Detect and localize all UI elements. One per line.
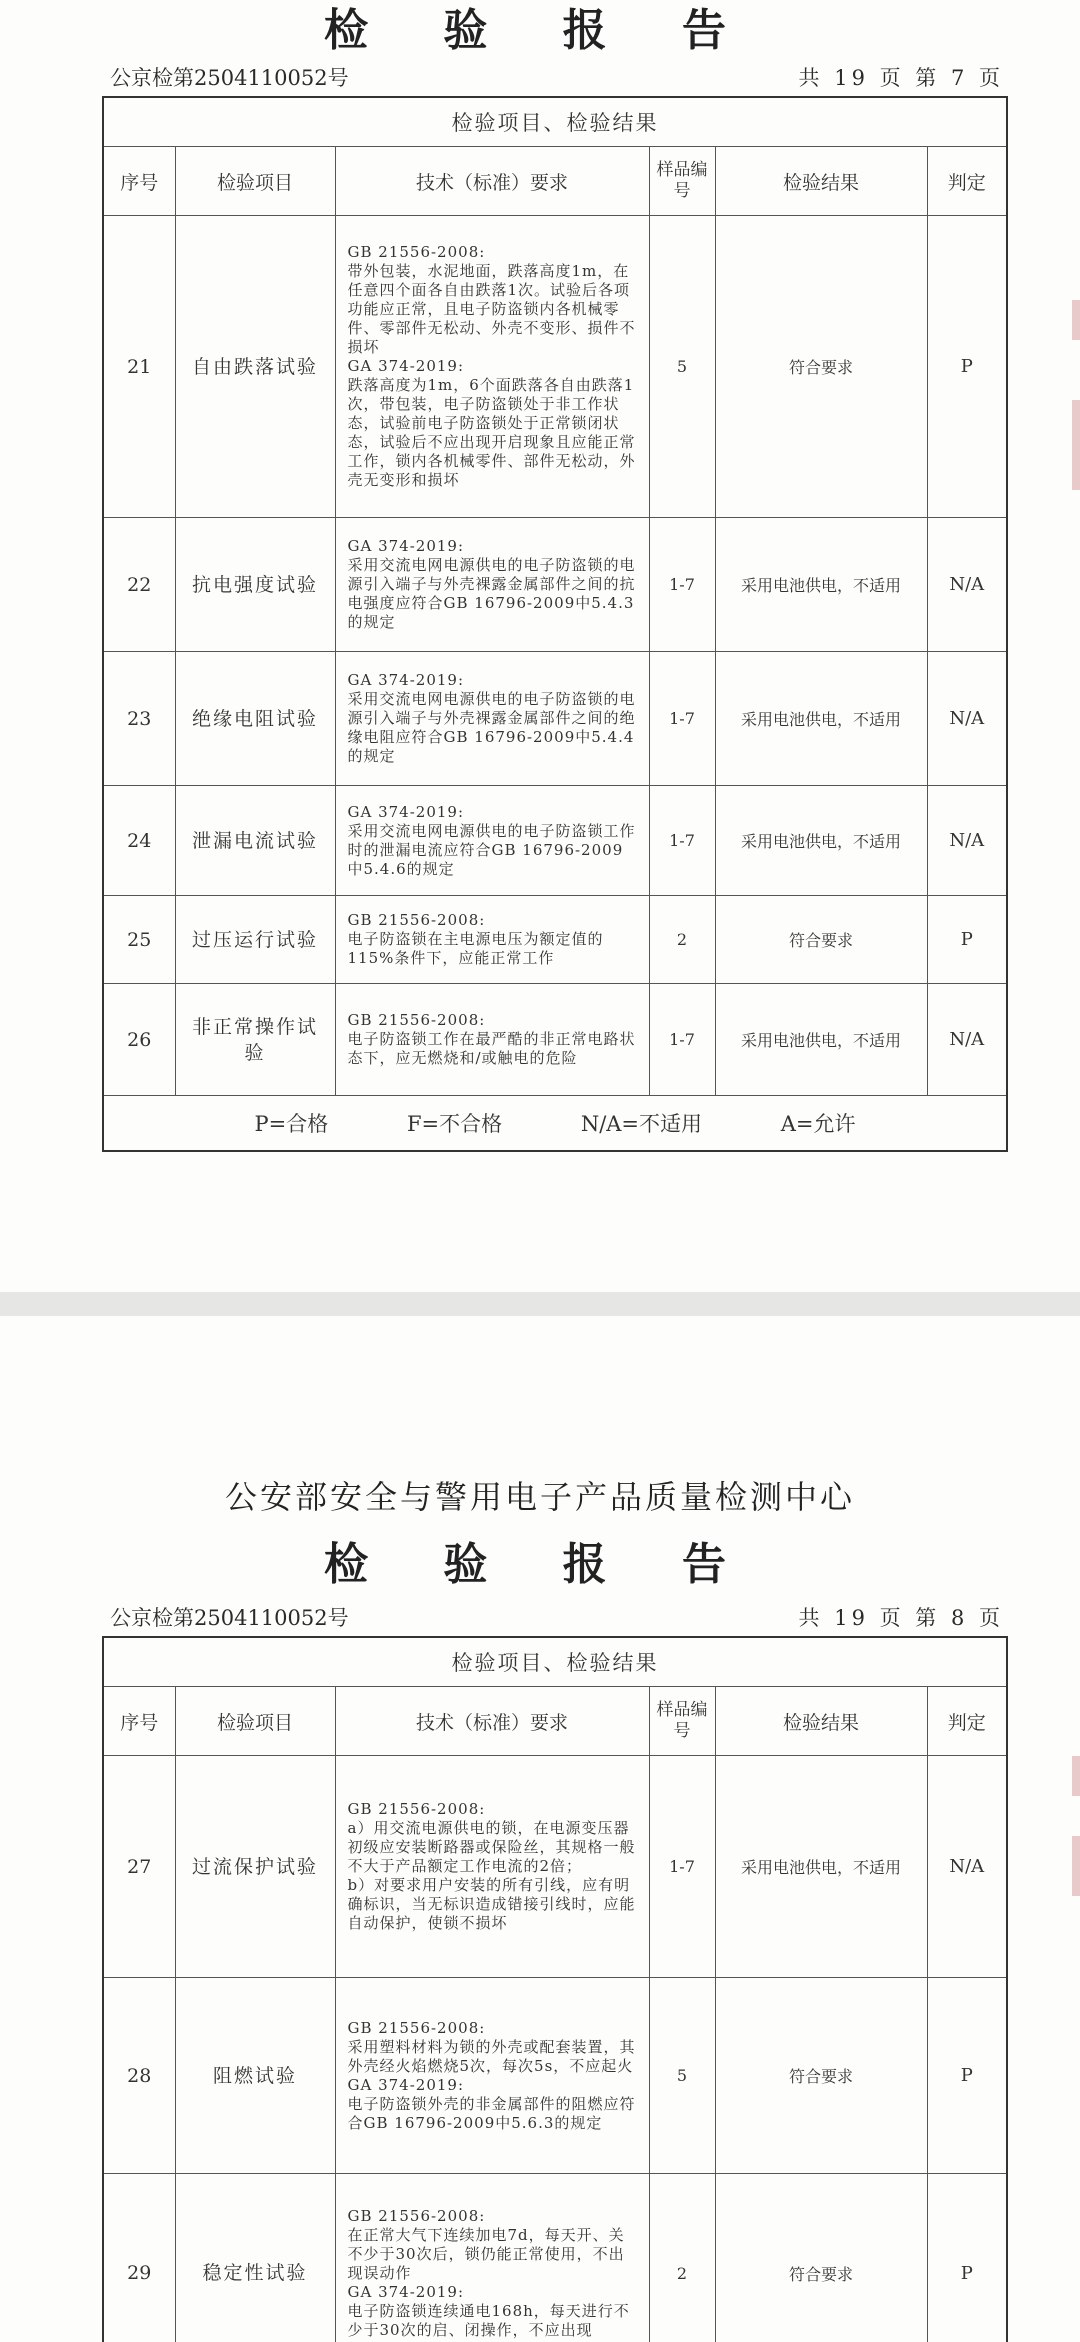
header-result: 检验结果 (715, 147, 927, 216)
row-result: 符合要求 (715, 1978, 927, 2174)
table-row (103, 984, 1007, 1096)
row-no: 27 (103, 1756, 175, 1978)
row-requirement: GB 21556-2008: 电子防盗锁工作在最严酷的非正常电路状态下，应无燃烧和/或触电的危险 (335, 984, 649, 1096)
header-sample: 样品编号 (649, 1687, 715, 1756)
section-title: 检验项目、检验结果 (103, 97, 1007, 147)
row-requirement: GA 374-2019: 采用交流电网电源供电的电子防盗锁的电源引入端子与外壳裸露金属部件之间的抗电强度应符合GB 16796-2009中5.4.3的规定 (335, 518, 649, 652)
report-number: 公京检第2504110052号 (110, 66, 349, 90)
legend (103, 1096, 1007, 1152)
table-row (103, 896, 1007, 984)
section-title: 检验项目、检验结果 (103, 1637, 1007, 1687)
page-info: 共 19 页 第 7 页 (798, 66, 1004, 90)
header-item: 检验项目 (175, 1687, 335, 1756)
legend-fail: F=不合格 (406, 1112, 503, 1136)
row-result: 符合要求 (715, 216, 927, 518)
row-sample: 1-7 (649, 518, 715, 652)
row-sample: 5 (649, 216, 715, 518)
row-result: 采用电池供电，不适用 (715, 984, 927, 1096)
header-no: 序号 (103, 1687, 175, 1756)
row-requirement: GB 21556-2008: 采用塑料材料为锁的外壳或配套装置，其外壳经火焰燃烧5次，每次5s，不应起火 GA 374-2019: 电子防盗锁外壳的非金属部件的阻燃应符合GB 16796-2009中5.6.3的规定 (335, 1978, 649, 2174)
legend-row (103, 1096, 1007, 1152)
organization-title: 公安部安全与警用电子产品质量检测中心 (224, 1478, 855, 1516)
legend-na: N/A=不适用 (580, 1112, 703, 1136)
row-sample: 1-7 (649, 786, 715, 896)
row-judge: N/A (927, 1756, 1007, 1978)
row-judge: N/A (927, 518, 1007, 652)
row-sample: 1-7 (649, 652, 715, 786)
header-req: 技术（标准）要求 (335, 1687, 649, 1756)
table-row (103, 1756, 1007, 1978)
row-no: 23 (103, 652, 175, 786)
scan-edge-mark (1072, 400, 1080, 490)
scan-edge-mark (1072, 1756, 1080, 1796)
row-result: 符合要求 (715, 896, 927, 984)
row-sample: 2 (649, 896, 715, 984)
row-sample: 5 (649, 1978, 715, 2174)
row-no: 28 (103, 1978, 175, 2174)
row-requirement: GB 21556-2008: 在正常大气下连续加电7d，每天开、关不少于30次后，锁仍能正常使用，不出现误动作 GA 374-2019: 电子防盗锁连续通电168h，每天进行不少于30次的启、闭操作，不应出现 (335, 2174, 649, 2342)
table-row (103, 652, 1007, 786)
row-item: 过流保护试验 (175, 1756, 335, 1978)
row-no: 24 (103, 786, 175, 896)
row-item: 绝缘电阻试验 (175, 652, 335, 786)
scan-edge-mark (1072, 300, 1080, 340)
header-req: 技术（标准）要求 (335, 147, 649, 216)
row-item: 泄漏电流试验 (175, 786, 335, 896)
row-no: 22 (103, 518, 175, 652)
report-number: 公京检第2504110052号 (110, 1606, 349, 1630)
row-item: 过压运行试验 (175, 896, 335, 984)
page-separator (0, 1292, 1080, 1316)
row-sample: 1-7 (649, 984, 715, 1096)
row-judge: P (927, 2174, 1007, 2342)
report-title: 检 验 报 告 (324, 1539, 756, 1590)
header-judge: 判定 (927, 1687, 1007, 1756)
table-row (103, 216, 1007, 518)
scan-edge-mark (1072, 1836, 1080, 1896)
header-judge: 判定 (927, 147, 1007, 216)
header-result: 检验结果 (715, 1687, 927, 1756)
row-result: 符合要求 (715, 2174, 927, 2342)
row-sample: 2 (649, 2174, 715, 2342)
table-header (103, 1687, 1007, 1756)
table-row (103, 2174, 1007, 2342)
row-item: 抗电强度试验 (175, 518, 335, 652)
row-requirement: GB 21556-2008: 电子防盗锁在主电源电压为额定值的115%条件下，应能正常工作 (335, 896, 649, 984)
row-no: 25 (103, 896, 175, 984)
row-judge: P (927, 1978, 1007, 2174)
table-row (103, 786, 1007, 896)
header-item: 检验项目 (175, 147, 335, 216)
header-no: 序号 (103, 147, 175, 216)
row-item: 阻燃试验 (175, 1978, 335, 2174)
table-header (103, 147, 1007, 216)
table-row (103, 1978, 1007, 2174)
row-requirement: GB 21556-2008: a）用交流电源供电的锁，在电源变压器初级应安装断路器或保险丝，其规格一般不大于产品额定工作电流的2倍； b）对要求用户安装的所有引线，应有明确标识，当无标识造成错接引线时，应能自动保护，使锁不损坏 (335, 1756, 649, 1978)
row-judge: N/A (927, 786, 1007, 896)
row-result: 采用电池供电，不适用 (715, 652, 927, 786)
report-title: 检 验 报 告 (324, 5, 756, 56)
legend-pass: P=合格 (254, 1112, 329, 1136)
row-no: 29 (103, 2174, 175, 2342)
row-judge: N/A (927, 652, 1007, 786)
row-item: 稳定性试验 (175, 2174, 335, 2342)
legend-allowed: A=允许 (780, 1112, 856, 1136)
row-judge: P (927, 896, 1007, 984)
row-requirement: GA 374-2019: 采用交流电网电源供电的电子防盗锁的电源引入端子与外壳裸露金属部件之间的绝缘电阻应符合GB 16796-2009中5.4.4的规定 (335, 652, 649, 786)
header-sample: 样品编号 (649, 147, 715, 216)
row-judge: P (927, 216, 1007, 518)
row-judge: N/A (927, 984, 1007, 1096)
row-item: 自由跌落试验 (175, 216, 335, 518)
row-sample: 1-7 (649, 1756, 715, 1978)
row-requirement: GA 374-2019: 采用交流电网电源供电的电子防盗锁工作时的泄漏电流应符合GB 16796-2009中5.4.6的规定 (335, 786, 649, 896)
table-row (103, 518, 1007, 652)
row-result: 采用电池供电，不适用 (715, 786, 927, 896)
row-requirement: GB 21556-2008: 带外包装，水泥地面，跌落高度1m，在任意四个面各自由跌落1次。试验后各项功能应正常，且电子防盗锁内各机械零件、零部件无松动、外壳不变形、损件不损坏 GA 374-2019: 跌落高度为1m，6个面跌落各自由跌落1次，带包装，电子防盗锁处于非工作状态，试验前电子防盗锁处于正常锁闭状态，试验后不应出现开启现象且应能正常工作，锁内各机械零件、部件无松动，外壳无变形和损坏 (335, 216, 649, 518)
results-table (102, 96, 1008, 1152)
row-result: 采用电池供电，不适用 (715, 518, 927, 652)
row-result: 采用电池供电，不适用 (715, 1756, 927, 1978)
row-item: 非正常操作试验 (175, 984, 335, 1096)
row-no: 21 (103, 216, 175, 518)
row-no: 26 (103, 984, 175, 1096)
page-info: 共 19 页 第 8 页 (798, 1606, 1004, 1630)
results-table (102, 1636, 1008, 2342)
report-page-8 (0, 1316, 1080, 2342)
